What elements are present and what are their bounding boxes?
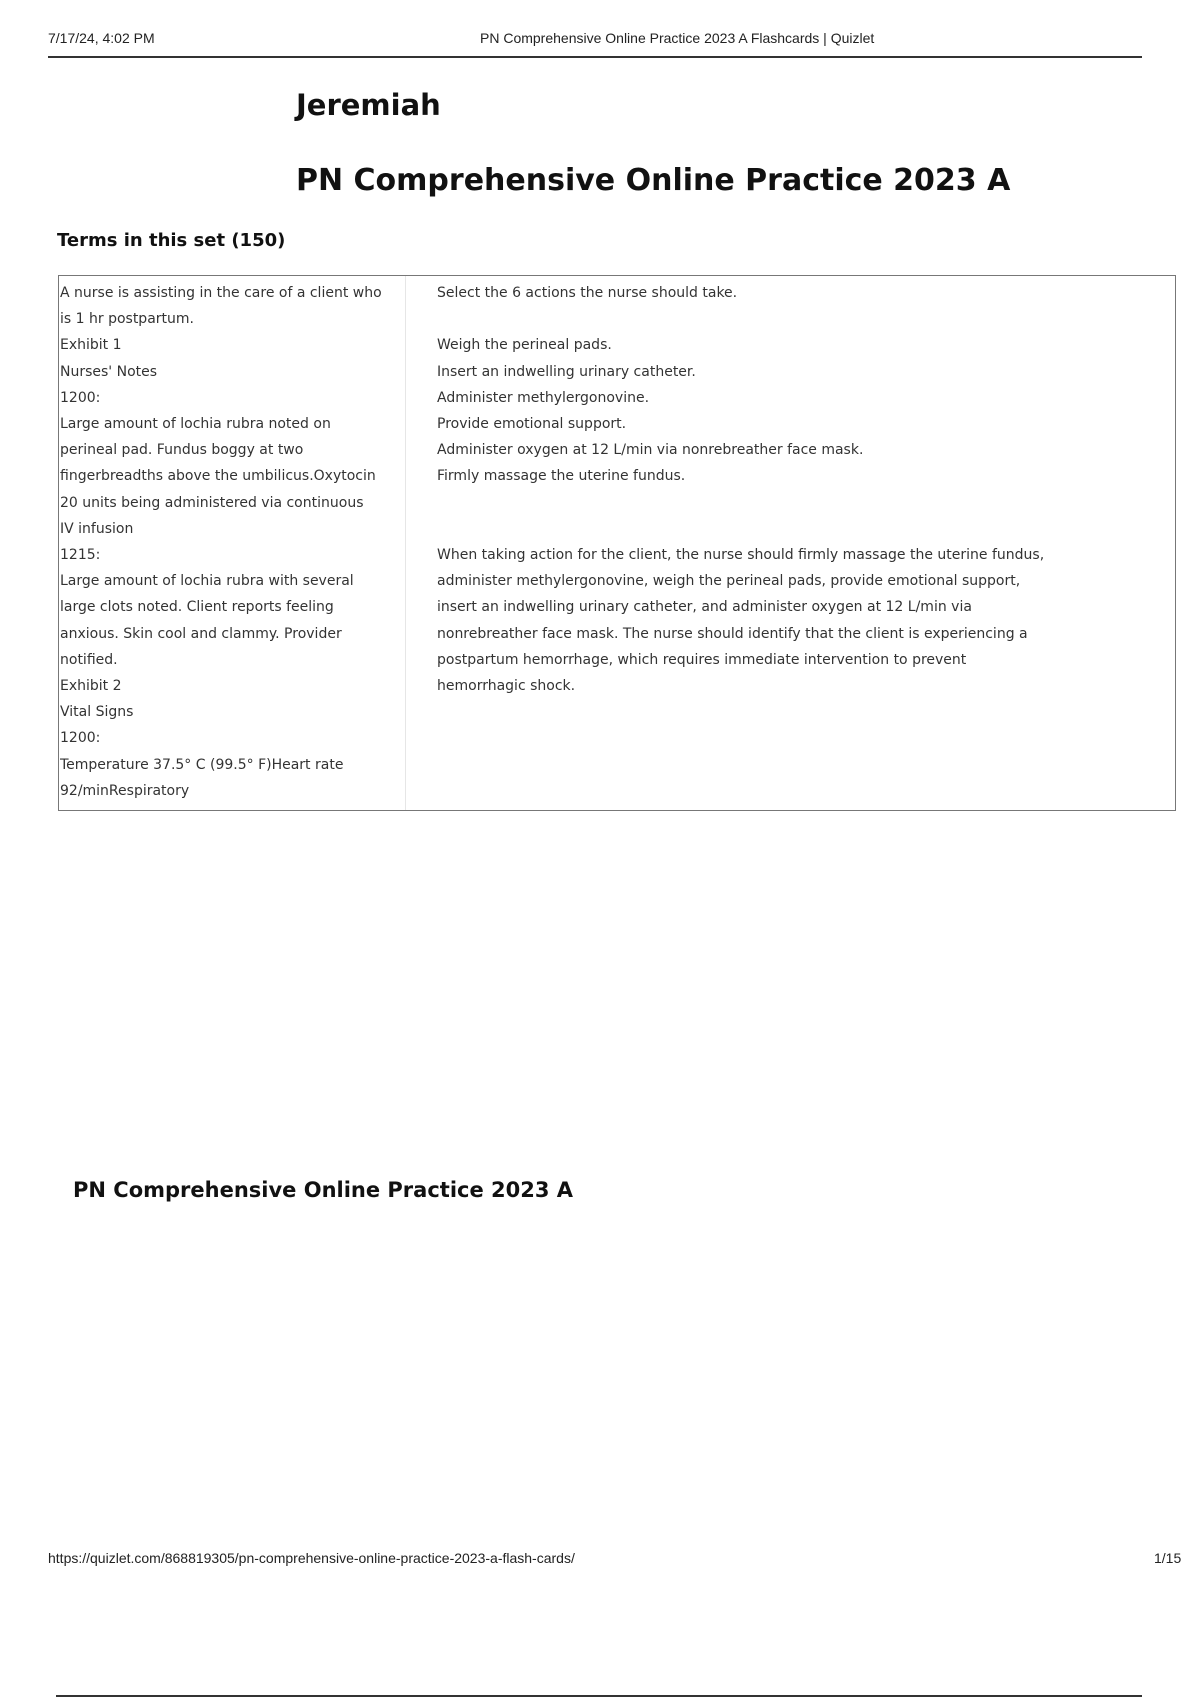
- term-line: perineal pad. Fundus boggy at two: [60, 442, 304, 459]
- term-line: IV infusion: [60, 520, 134, 537]
- rationale-line: nonrebreather face mask. The nurse should identify that the client is experiencing a: [437, 625, 1028, 642]
- terms-count-heading: Terms in this set (150): [57, 230, 286, 251]
- rationale-line: postpartum hemorrhage, which requires immediate intervention to prevent: [437, 651, 967, 668]
- flashcard-term: [60, 280, 400, 804]
- bottom-divider: [56, 1695, 1142, 1697]
- print-document-title: PN Comprehensive Online Practice 2023 A Flashcards | Quizlet: [480, 30, 875, 46]
- term-line: is 1 hr postpartum.: [60, 311, 194, 328]
- set-owner-name: Jeremiah: [296, 88, 441, 122]
- flashcard-definition: [437, 280, 1137, 699]
- term-line: large clots noted. Client reports feeling: [60, 599, 334, 616]
- action-item: Weigh the perineal pads.: [437, 337, 612, 354]
- action-item: Administer oxygen at 12 L/min via nonrebreather face mask.: [437, 442, 864, 459]
- page-number: 1/15: [1154, 1550, 1182, 1566]
- term-line: 92/minRespiratory: [60, 782, 190, 799]
- print-header: [48, 30, 1142, 58]
- print-datetime: 7/17/24, 4:02 PM: [48, 30, 155, 46]
- term-line: Vital Signs: [60, 704, 134, 721]
- term-line: 1200:: [60, 389, 101, 406]
- page-title: PN Comprehensive Online Practice 2023 A: [296, 163, 1011, 198]
- term-line: A nurse is assisting in the care of a client who: [60, 285, 382, 301]
- term-line: Nurses' Notes: [60, 363, 158, 380]
- term-line: Exhibit 1: [60, 337, 122, 354]
- card-divider: [405, 276, 406, 810]
- rationale-line: administer methylergonovine, weigh the perineal pads, provide emotional support,: [437, 573, 1021, 590]
- definition-prompt: Select the 6 actions the nurse should take.: [437, 285, 738, 301]
- action-item: Firmly massage the uterine fundus.: [437, 468, 686, 485]
- action-item: Provide emotional support.: [437, 416, 627, 432]
- rationale-line: insert an indwelling urinary catheter, and administer oxygen at 12 L/min via: [437, 599, 972, 616]
- action-item: Administer methylergonovine.: [437, 389, 650, 406]
- term-line: Exhibit 2: [60, 678, 122, 695]
- term-line: 20 units being administered via continuous: [60, 494, 364, 511]
- term-line: Large amount of lochia rubra with several: [60, 573, 354, 590]
- term-line: Large amount of lochia rubra noted on: [60, 416, 331, 433]
- term-line: 1215:: [60, 547, 101, 564]
- rationale-line: When taking action for the client, the nurse should firmly massage the uterine fundus,: [437, 547, 1045, 563]
- term-line: notified.: [60, 651, 118, 668]
- flashcard: [58, 275, 1176, 811]
- term-line: Temperature 37.5° C (99.5° F)Heart rate: [60, 756, 344, 773]
- term-line: anxious. Skin cool and clammy. Provider: [60, 625, 342, 642]
- term-line: fingerbreadths above the umbilicus.Oxytocin: [60, 468, 376, 485]
- section-title: PN Comprehensive Online Practice 2023 A: [73, 1178, 574, 1202]
- action-item: Insert an indwelling urinary catheter.: [437, 363, 696, 380]
- footer-url: https://quizlet.com/868819305/pn-comprehensive-online-practice-2023-a-flash-cards/: [48, 1550, 575, 1566]
- rationale-line: hemorrhagic shock.: [437, 678, 576, 695]
- term-line: 1200:: [60, 730, 101, 747]
